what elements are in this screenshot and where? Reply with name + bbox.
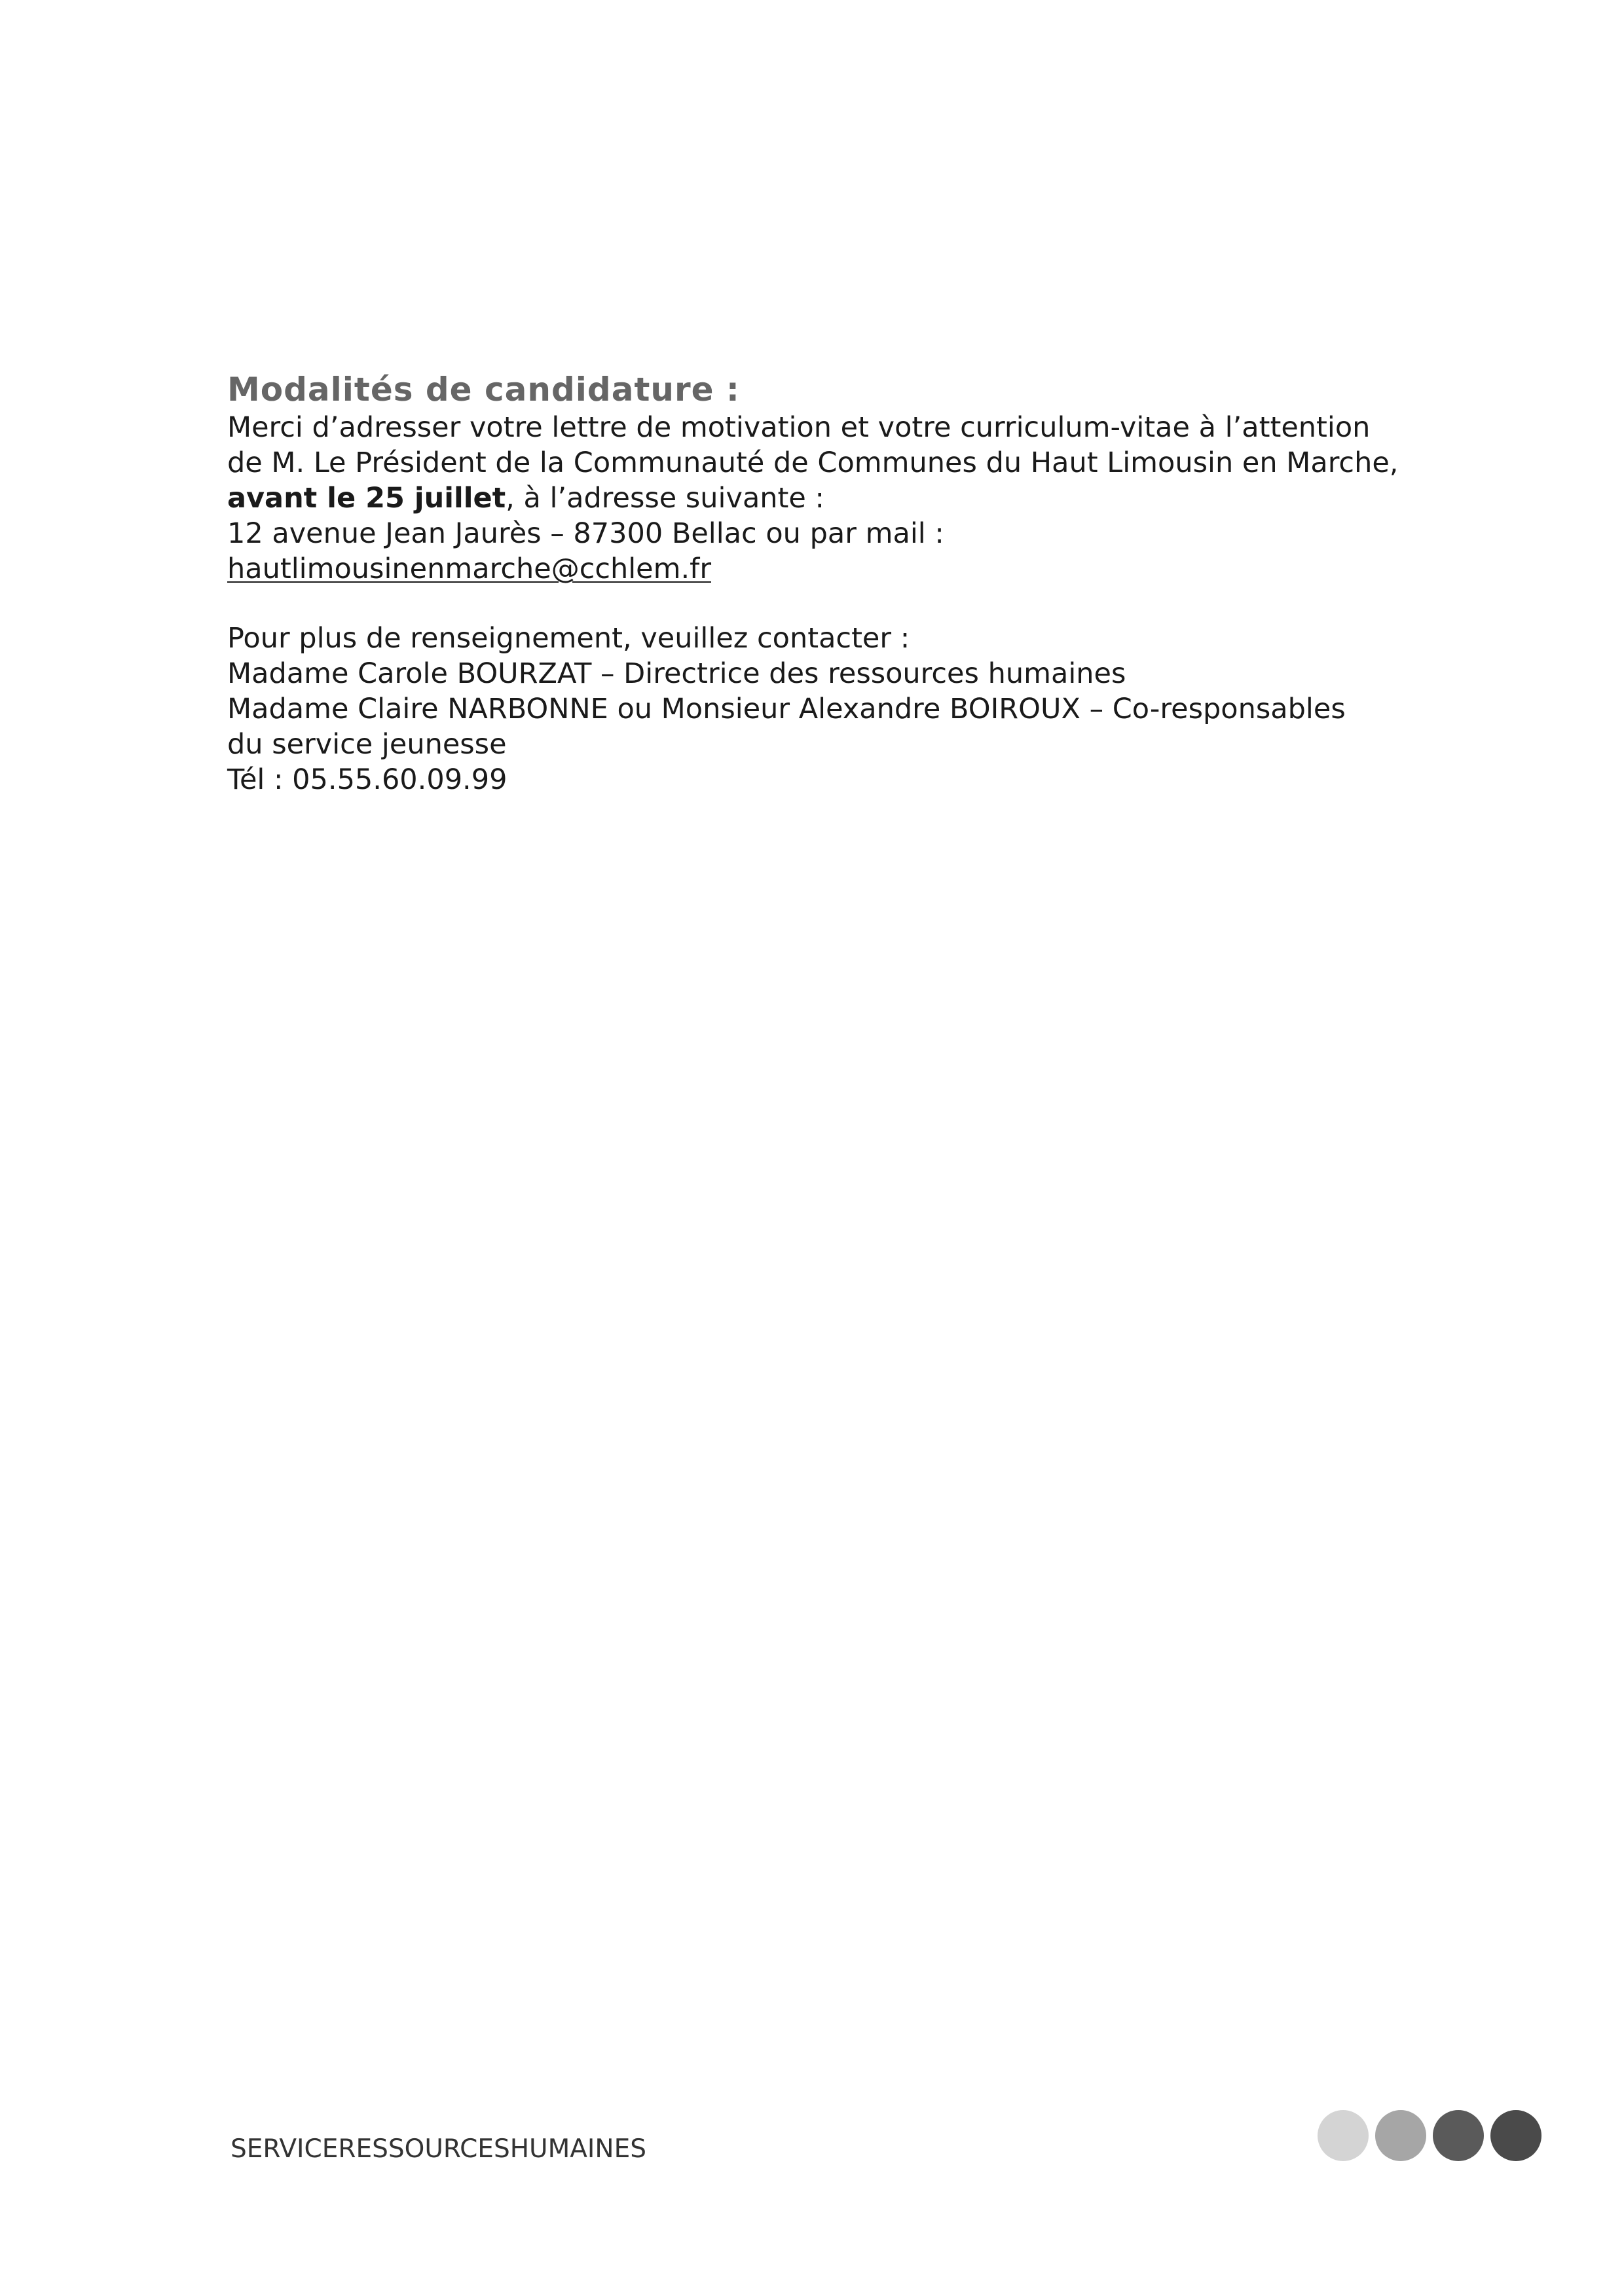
contact-person-2: Madame Claire NARBONNE ou Monsieur Alexandre BOIROUX – Co-responsables [227,693,1346,725]
deadline-rest: , à l’adresse suivante : [506,482,825,515]
contact-paragraph [227,621,1426,797]
footer-service-label: SERVICERESSOURCESHUMAINES [231,2134,646,2164]
address-line: 12 avenue Jean Jaurès – 87300 Bellac ou par mail : [227,517,944,550]
contact-person-1: Madame Carole BOURZAT – Directrice des ressources humaines [227,657,1126,690]
footer-dots-logo [1318,2107,1553,2166]
application-line-2: de M. Le Président de la Communauté de Communes du Haut Limousin en Marche, [227,446,1399,479]
contact-person-2-continued: du service jeunesse [227,728,507,761]
footer-dot-3 [1433,2110,1484,2161]
contact-intro: Pour plus de renseignement, veuillez contacter : [227,622,910,655]
deadline-bold: avant le 25 juillet [227,482,506,515]
application-line-1: Merci d’adresser votre lettre de motivation et votre curriculum-vitae à l’attention [227,411,1371,444]
footer-dot-1 [1318,2110,1369,2161]
footer-dot-4 [1490,2110,1541,2161]
email-line [227,551,1426,587]
email-link[interactable]: hautlimousinenmarche@cchlem.fr [227,553,711,585]
deadline-line [227,481,1426,516]
footer-dot-2 [1375,2110,1426,2161]
application-paragraph [227,410,1426,587]
contact-phone: Tél : 05.55.60.09.99 [227,763,507,796]
application-heading: Modalités de candidature : [227,371,740,409]
